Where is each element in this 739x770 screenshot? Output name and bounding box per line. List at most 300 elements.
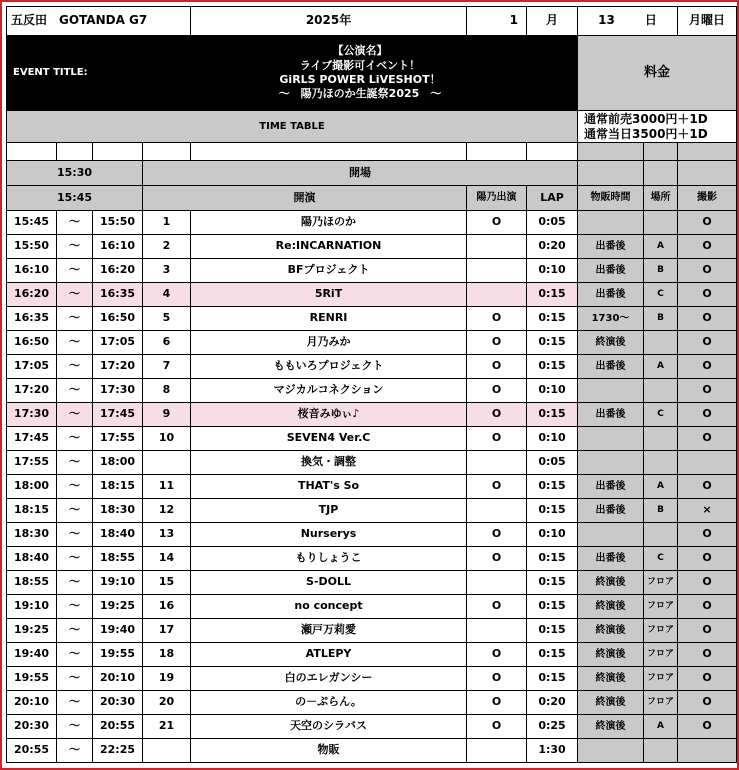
merch-time	[578, 427, 644, 451]
appearance-mark: O	[467, 211, 527, 235]
tilde: ～	[57, 307, 93, 331]
act-name: 月乃みか	[191, 331, 467, 355]
price-lines	[578, 111, 737, 143]
lap-time: 0:20	[527, 235, 578, 259]
end-time: 20:10	[93, 667, 143, 691]
table-row	[7, 667, 737, 691]
event-title-row	[7, 36, 737, 111]
table-row	[7, 211, 737, 235]
start-time: 16:35	[7, 307, 57, 331]
appearance-mark	[467, 235, 527, 259]
merch-place	[644, 331, 678, 355]
photo-mark: O	[678, 283, 737, 307]
spacer-cell	[644, 143, 678, 161]
tilde: ～	[57, 547, 93, 571]
tilde: ～	[57, 283, 93, 307]
lap-time: 0:05	[527, 451, 578, 475]
act-name: マジカルコネクション	[191, 379, 467, 403]
act-name: S-DOLL	[191, 571, 467, 595]
tilde: ～	[57, 571, 93, 595]
act-name: Nurserys	[191, 523, 467, 547]
appearance-mark: O	[467, 667, 527, 691]
act-number: 8	[143, 379, 191, 403]
tilde: ～	[57, 739, 93, 763]
header-row	[7, 7, 737, 36]
start-time: 19:10	[7, 595, 57, 619]
table-row	[7, 715, 737, 739]
spacer-row	[7, 143, 737, 161]
end-time: 18:55	[93, 547, 143, 571]
end-time: 17:05	[93, 331, 143, 355]
merch-place: A	[644, 715, 678, 739]
weekday: 月曜日	[678, 7, 737, 36]
spacer-cell	[93, 143, 143, 161]
lap-time: 0:15	[527, 355, 578, 379]
appearance-mark: O	[467, 307, 527, 331]
merch-time: 出番後	[578, 235, 644, 259]
merch-time: 1730～	[578, 307, 644, 331]
tilde: ～	[57, 643, 93, 667]
merch-place: フロア	[644, 619, 678, 643]
open-row	[7, 161, 737, 186]
merch-place	[644, 451, 678, 475]
col-photo: 撮影	[678, 186, 737, 211]
start-time: 18:40	[7, 547, 57, 571]
start-time: 16:50	[7, 331, 57, 355]
act-name: 5RiT	[191, 283, 467, 307]
merch-time	[578, 523, 644, 547]
appearance-mark	[467, 571, 527, 595]
lap-time: 0:15	[527, 307, 578, 331]
tilde: ～	[57, 523, 93, 547]
act-number: 21	[143, 715, 191, 739]
col-merch-time: 物販時間	[578, 186, 644, 211]
start-time: 20:55	[7, 739, 57, 763]
act-name: の－ぷらん。	[191, 691, 467, 715]
table-row	[7, 403, 737, 427]
table-row	[7, 259, 737, 283]
act-number: 18	[143, 643, 191, 667]
spacer-cell	[143, 143, 191, 161]
appearance-mark: O	[467, 331, 527, 355]
timetable	[6, 6, 737, 763]
open-photo	[678, 161, 737, 186]
merch-time: 出番後	[578, 355, 644, 379]
photo-mark: ×	[678, 499, 737, 523]
appearance-mark: O	[467, 547, 527, 571]
act-name: RENRI	[191, 307, 467, 331]
photo-mark: O	[678, 475, 737, 499]
merch-time: 終演後	[578, 331, 644, 355]
act-name: もりしょうこ	[191, 547, 467, 571]
lap-time: 1:30	[527, 739, 578, 763]
appearance-mark	[467, 259, 527, 283]
end-time: 15:50	[93, 211, 143, 235]
appearance-mark: O	[467, 595, 527, 619]
day-label: 日	[644, 13, 657, 28]
end-time: 19:55	[93, 643, 143, 667]
lap-time: 0:15	[527, 667, 578, 691]
appearance-mark	[467, 451, 527, 475]
table-row	[7, 355, 737, 379]
price-heading: 料金	[578, 36, 737, 111]
open-merch	[578, 161, 644, 186]
photo-mark: O	[678, 355, 737, 379]
start-time: 18:55	[7, 571, 57, 595]
table-row	[7, 619, 737, 643]
event-title-label: EVENT TITLE:	[7, 36, 143, 111]
table-row	[7, 427, 737, 451]
merch-place: C	[644, 547, 678, 571]
start-time: 19:40	[7, 643, 57, 667]
lap-time: 0:15	[527, 499, 578, 523]
merch-place: C	[644, 403, 678, 427]
end-time: 19:10	[93, 571, 143, 595]
act-name: 桜音みゆぃ♪	[191, 403, 467, 427]
start-time: 17:45	[7, 427, 57, 451]
merch-time: 終演後	[578, 595, 644, 619]
end-time: 18:15	[93, 475, 143, 499]
price-line: 通常当日3500円＋1D	[584, 126, 708, 141]
start-time: 17:55	[7, 451, 57, 475]
appearance-mark	[467, 499, 527, 523]
photo-mark: O	[678, 403, 737, 427]
event-title	[143, 36, 578, 111]
end-time: 19:40	[93, 619, 143, 643]
act-number: 3	[143, 259, 191, 283]
lap-time: 0:25	[527, 715, 578, 739]
act-number: 20	[143, 691, 191, 715]
lap-time: 0:15	[527, 403, 578, 427]
year: 2025年	[191, 7, 467, 36]
merch-place: フロア	[644, 643, 678, 667]
merch-time: 終演後	[578, 715, 644, 739]
appearance-mark: O	[467, 403, 527, 427]
act-number: 19	[143, 667, 191, 691]
merch-place	[644, 211, 678, 235]
act-number: 16	[143, 595, 191, 619]
tilde: ～	[57, 211, 93, 235]
start-time: 17:20	[7, 379, 57, 403]
table-row	[7, 499, 737, 523]
photo-mark: O	[678, 379, 737, 403]
tilde: ～	[57, 451, 93, 475]
tilde: ～	[57, 691, 93, 715]
act-number: 12	[143, 499, 191, 523]
photo-mark: O	[678, 235, 737, 259]
table-row	[7, 523, 737, 547]
appearance-mark: O	[467, 523, 527, 547]
col-appearance: 陽乃出演	[467, 186, 527, 211]
merch-time: 終演後	[578, 643, 644, 667]
spacer-cell	[57, 143, 93, 161]
act-name: 換気・調整	[191, 451, 467, 475]
merch-time: 出番後	[578, 547, 644, 571]
end-time: 20:55	[93, 715, 143, 739]
tilde: ～	[57, 715, 93, 739]
appearance-mark: O	[467, 475, 527, 499]
tilde: ～	[57, 403, 93, 427]
act-name: ATLEPY	[191, 643, 467, 667]
merch-place	[644, 739, 678, 763]
start-label: 開演	[143, 186, 467, 211]
photo-mark: O	[678, 715, 737, 739]
table-row	[7, 571, 737, 595]
lap-time: 0:10	[527, 523, 578, 547]
start-time: 20:30	[7, 715, 57, 739]
merch-time: 出番後	[578, 499, 644, 523]
lap-time: 0:15	[527, 331, 578, 355]
start-time: 17:05	[7, 355, 57, 379]
merch-place: B	[644, 499, 678, 523]
merch-time: 出番後	[578, 403, 644, 427]
tilde: ～	[57, 355, 93, 379]
tilde: ～	[57, 427, 93, 451]
lap-time: 0:20	[527, 691, 578, 715]
lap-time: 0:05	[527, 211, 578, 235]
appearance-mark: O	[467, 427, 527, 451]
table-row	[7, 691, 737, 715]
act-number: 7	[143, 355, 191, 379]
lap-time: 0:15	[527, 475, 578, 499]
appearance-mark	[467, 619, 527, 643]
act-name: 陽乃ほのか	[191, 211, 467, 235]
merch-place: フロア	[644, 595, 678, 619]
act-number: 2	[143, 235, 191, 259]
table-row	[7, 643, 737, 667]
act-number: 5	[143, 307, 191, 331]
venue-name: 五反田 GOTANDA G7	[7, 7, 191, 36]
act-number	[143, 739, 191, 763]
photo-mark: O	[678, 667, 737, 691]
lap-time: 0:15	[527, 595, 578, 619]
act-name: 白のエレガンシー	[191, 667, 467, 691]
act-number: 9	[143, 403, 191, 427]
act-name: 瀬戸万莉愛	[191, 619, 467, 643]
lap-time: 0:15	[527, 643, 578, 667]
act-name: 物販	[191, 739, 467, 763]
act-name: 天空のシラバス	[191, 715, 467, 739]
lap-time: 0:15	[527, 283, 578, 307]
merch-place	[644, 379, 678, 403]
start-time: 18:15	[7, 499, 57, 523]
lap-time: 0:10	[527, 427, 578, 451]
month-number: 1	[467, 7, 527, 36]
merch-time: 出番後	[578, 283, 644, 307]
col-lap: LAP	[527, 186, 578, 211]
merch-time	[578, 739, 644, 763]
end-time: 18:00	[93, 451, 143, 475]
merch-place	[644, 523, 678, 547]
photo-mark: O	[678, 211, 737, 235]
end-time: 18:30	[93, 499, 143, 523]
act-name: no concept	[191, 595, 467, 619]
merch-place: B	[644, 307, 678, 331]
start-time: 19:25	[7, 619, 57, 643]
start-time: 15:45	[7, 186, 143, 211]
event-title-line: ライブ撮影可イベント！	[299, 58, 421, 72]
merch-time: 終演後	[578, 571, 644, 595]
spacer-cell	[578, 143, 644, 161]
open-time: 15:30	[7, 161, 143, 186]
end-time: 17:45	[93, 403, 143, 427]
table-row	[7, 307, 737, 331]
table-row	[7, 235, 737, 259]
table-row	[7, 739, 737, 763]
start-row	[7, 186, 737, 211]
merch-time	[578, 379, 644, 403]
merch-time: 出番後	[578, 475, 644, 499]
open-label: 開場	[143, 161, 578, 186]
month-label: 月	[527, 7, 578, 36]
act-name: TJP	[191, 499, 467, 523]
tilde: ～	[57, 619, 93, 643]
end-time: 17:20	[93, 355, 143, 379]
merch-place: フロア	[644, 667, 678, 691]
tilde: ～	[57, 499, 93, 523]
table-row	[7, 475, 737, 499]
start-time: 18:00	[7, 475, 57, 499]
event-title-line: 【公演名】	[332, 44, 388, 58]
photo-mark: O	[678, 307, 737, 331]
start-time: 19:55	[7, 667, 57, 691]
act-number	[143, 451, 191, 475]
lap-time: 0:15	[527, 619, 578, 643]
act-number: 11	[143, 475, 191, 499]
merch-time: 出番後	[578, 259, 644, 283]
time-table-label: TIME TABLE	[7, 111, 578, 143]
spacer-cell	[467, 143, 527, 161]
act-name: ももいろプロジェクト	[191, 355, 467, 379]
merch-time: 終演後	[578, 667, 644, 691]
end-time: 22:25	[93, 739, 143, 763]
day-number-text: 13	[598, 13, 615, 28]
photo-mark: O	[678, 619, 737, 643]
table-row	[7, 547, 737, 571]
act-name: THAT's So	[191, 475, 467, 499]
act-number: 4	[143, 283, 191, 307]
appearance-mark	[467, 739, 527, 763]
merch-time	[578, 451, 644, 475]
start-time: 20:10	[7, 691, 57, 715]
start-time: 16:10	[7, 259, 57, 283]
lap-time: 0:15	[527, 571, 578, 595]
merch-place: フロア	[644, 691, 678, 715]
end-time: 16:20	[93, 259, 143, 283]
end-time: 19:25	[93, 595, 143, 619]
act-name: BFプロジェクト	[191, 259, 467, 283]
price-line: 通常前売3000円＋1D	[584, 112, 708, 127]
open-place	[644, 161, 678, 186]
merch-place: A	[644, 355, 678, 379]
act-number: 6	[143, 331, 191, 355]
act-number: 1	[143, 211, 191, 235]
merch-place: C	[644, 283, 678, 307]
spacer-cell	[191, 143, 467, 161]
day-number	[578, 7, 678, 36]
start-time: 16:20	[7, 283, 57, 307]
appearance-mark: O	[467, 691, 527, 715]
merch-time: 終演後	[578, 691, 644, 715]
end-time: 17:55	[93, 427, 143, 451]
time-table-row	[7, 111, 737, 143]
photo-mark: O	[678, 547, 737, 571]
event-title-line: GiRLS POWER LiVESHOT！	[279, 73, 441, 86]
merch-place	[644, 427, 678, 451]
photo-mark: O	[678, 571, 737, 595]
table-row	[7, 379, 737, 403]
act-number: 17	[143, 619, 191, 643]
merch-place: B	[644, 259, 678, 283]
merch-place: A	[644, 235, 678, 259]
photo-mark: O	[678, 331, 737, 355]
photo-mark: O	[678, 643, 737, 667]
photo-mark: O	[678, 427, 737, 451]
end-time: 16:35	[93, 283, 143, 307]
photo-mark	[678, 739, 737, 763]
tilde: ～	[57, 331, 93, 355]
appearance-mark: O	[467, 379, 527, 403]
end-time: 16:10	[93, 235, 143, 259]
appearance-mark: O	[467, 355, 527, 379]
merch-time: 終演後	[578, 619, 644, 643]
start-time: 15:50	[7, 235, 57, 259]
end-time: 18:40	[93, 523, 143, 547]
spacer-cell	[7, 143, 57, 161]
table-row	[7, 595, 737, 619]
table-row	[7, 331, 737, 355]
lap-time: 0:15	[527, 547, 578, 571]
appearance-mark: O	[467, 715, 527, 739]
end-time: 20:30	[93, 691, 143, 715]
start-time: 18:30	[7, 523, 57, 547]
tilde: ～	[57, 667, 93, 691]
photo-mark: O	[678, 595, 737, 619]
merch-time	[578, 211, 644, 235]
photo-mark: O	[678, 691, 737, 715]
lap-time: 0:10	[527, 379, 578, 403]
event-title-line: ～ 陽乃ほのか生誕祭2025 ～	[278, 87, 442, 101]
table-row	[7, 451, 737, 475]
merch-place: フロア	[644, 571, 678, 595]
tilde: ～	[57, 379, 93, 403]
act-number: 14	[143, 547, 191, 571]
photo-mark: O	[678, 259, 737, 283]
act-name: Re:INCARNATION	[191, 235, 467, 259]
act-number: 13	[143, 523, 191, 547]
tilde: ～	[57, 259, 93, 283]
photo-mark	[678, 451, 737, 475]
end-time: 17:30	[93, 379, 143, 403]
act-number: 10	[143, 427, 191, 451]
table-row	[7, 283, 737, 307]
act-name: SEVEN4 Ver.C	[191, 427, 467, 451]
appearance-mark	[467, 283, 527, 307]
photo-mark: O	[678, 523, 737, 547]
spacer-cell	[678, 143, 737, 161]
start-time: 15:45	[7, 211, 57, 235]
col-place: 場所	[644, 186, 678, 211]
appearance-mark: O	[467, 643, 527, 667]
start-time: 17:30	[7, 403, 57, 427]
act-number: 15	[143, 571, 191, 595]
merch-place: A	[644, 475, 678, 499]
tilde: ～	[57, 475, 93, 499]
spacer-cell	[527, 143, 578, 161]
tilde: ～	[57, 595, 93, 619]
end-time: 16:50	[93, 307, 143, 331]
lap-time: 0:10	[527, 259, 578, 283]
